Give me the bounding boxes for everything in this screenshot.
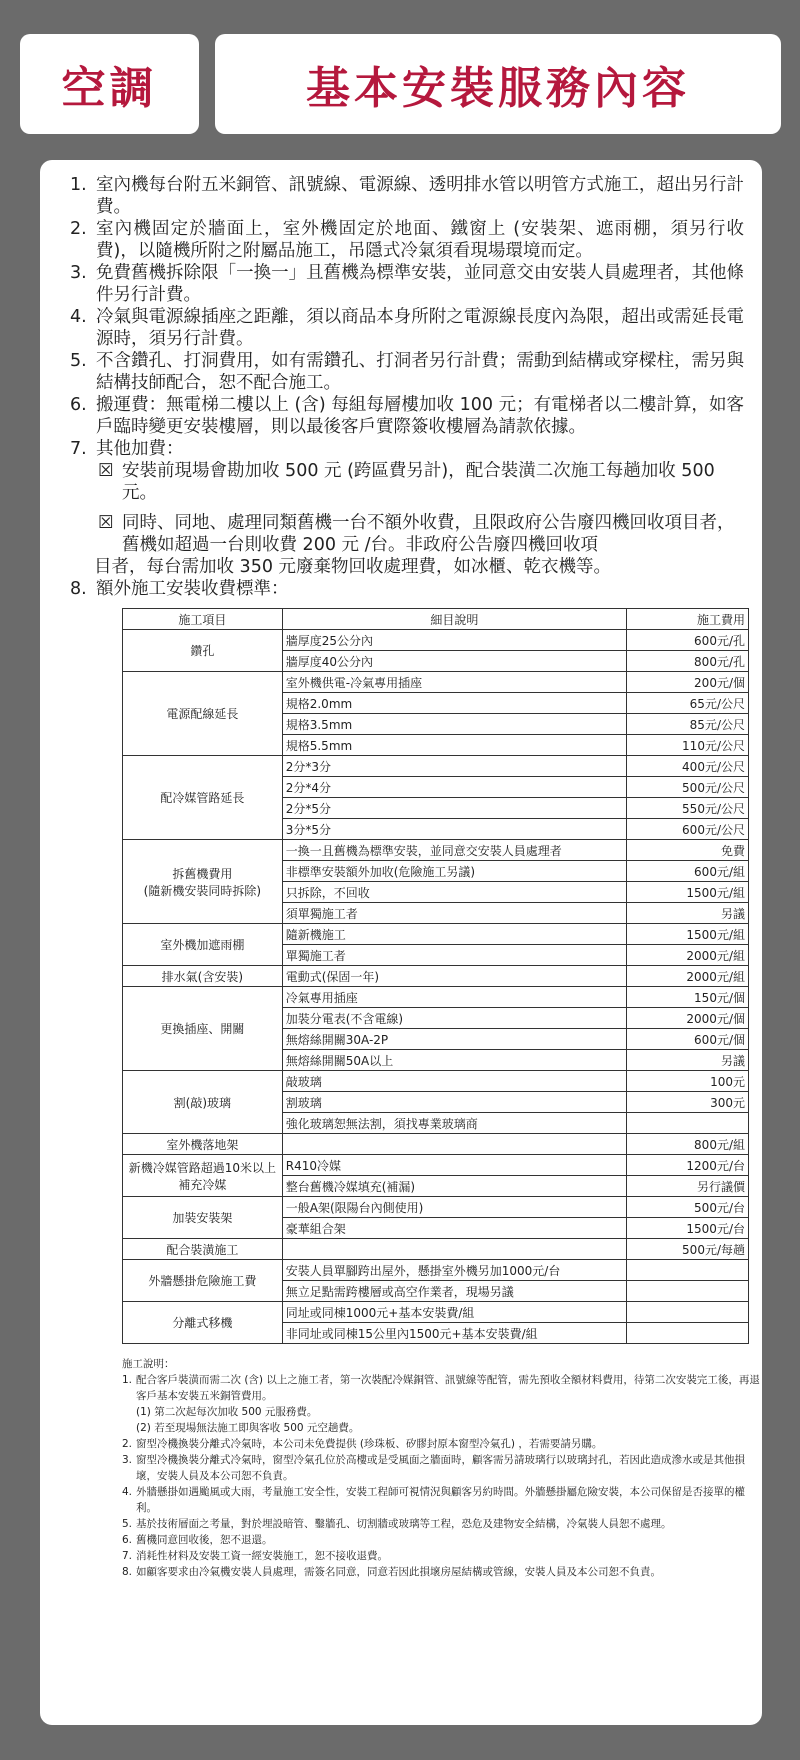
table-row [123,1134,749,1155]
note-number: 4. [122,1486,133,1498]
category-cell: 新機冷媒管路超過10米以上 補充冷媒 [123,1155,283,1197]
price-cell: 2000元/個 [627,1008,749,1029]
notes-list [122,1372,762,1580]
note-text: 舊機同意回收後，恕不退還。 [136,1534,273,1546]
price-cell: 100元 [627,1071,749,1092]
note-text: 消耗性材料及安裝工資一經安裝施工，恕不接收退費。 [136,1550,388,1562]
content-card [40,160,762,1725]
notes-section [122,1356,762,1580]
page-title: 基本安裝服務內容 [306,63,690,114]
price-cell: 1500元/組 [627,882,749,903]
detail-cell: 室外機供電-冷氣專用插座 [282,672,626,693]
note-text: (2) 若至現場無法施工即與客收 500 元空趟費。 [136,1422,360,1434]
note-number: 1. [122,1374,133,1386]
note-item [122,1404,762,1420]
category-cell: 電源配線延長 [123,672,283,756]
price-cell: 110元/公尺 [627,735,749,756]
price-cell: 另議 [627,903,749,924]
table-row [123,1071,749,1092]
price-cell: 免費 [627,840,749,861]
column-header: 細目說明 [282,609,626,630]
detail-cell: 無熔絲開關30A-2P [282,1029,626,1050]
detail-cell [282,1239,626,1260]
extra-fee-item [96,512,744,556]
detail-cell: 安裝人員單腳跨出屋外，懸掛室外機另加1000元/台 [282,1260,626,1281]
header-right-box [215,34,781,134]
note-text: 窗型冷機換裝分離式冷氣時，窗型冷氣孔位於高樓或是受風面之牆面時，顧客需另請玻璃行以玻璃封孔，若因此造成滲水或是其他損壞，安裝人員及本公司恕不負責。 [136,1454,745,1482]
price-cell: 1500元/組 [627,924,749,945]
price-cell: 800元/組 [627,1134,749,1155]
category-cell: 加裝安裝架 [123,1197,283,1239]
term-text: 冷氣與電源線插座之距離，須以商品本身所附之電源線長度內為限，超出或需延長電源時，須另行計費。 [96,307,744,349]
detail-cell: 單獨施工者 [282,945,626,966]
detail-cell: 規格2.0mm [282,693,626,714]
detail-cell: 非同址或同棟15公里內1500元+基本安裝費/組 [282,1323,626,1344]
price-cell: 400元/公尺 [627,756,749,777]
term-item: 2. 室內機固定於牆面上，室外機固定於地面、鐵窗上 (安裝架、遮雨棚，須另行收費)，以隨機所附之附屬品施工，吊隱式冷氣須看現場環境而定。 [70,219,744,261]
term-text: 室內機固定於牆面上，室外機固定於地面、鐵窗上 (安裝架、遮雨棚，須另行收費)，以隨機所附之附屬品施工，吊隱式冷氣須看現場環境而定。 [96,219,744,261]
category-cell: 排水氣(含安裝) [123,966,283,987]
header-left-box [20,34,199,134]
detail-cell: 隨新機施工 [282,924,626,945]
note-text: 外牆懸掛如遇颱風或大雨，考量施工安全性，安裝工程師可視情況與顧客另約時間。外牆懸掛屬危險安裝，本公司保留是否接單的權利。 [136,1486,745,1514]
note-item [122,1372,762,1404]
detail-cell: 加裝分電表(不含電線) [282,1008,626,1029]
detail-cell: 牆厚度25公分內 [282,630,626,651]
extra-fees [70,460,744,578]
note-item [122,1548,762,1564]
detail-cell: 2分*5分 [282,798,626,819]
table-row [123,840,749,861]
category-cell: 拆舊機費用 (隨新機安裝同時拆除) [123,840,283,924]
category-cell: 分離式移機 [123,1302,283,1344]
note-number: 6. [122,1534,133,1546]
price-cell: 550元/公尺 [627,798,749,819]
price-cell: 2000元/組 [627,945,749,966]
term-text: 搬運費：無電梯二樓以上 (含) 每組每層樓加收 100 元；有電梯者以二樓計算，如客戶臨時變更安裝樓層，則以最後客戶實際簽收樓層為請款依據。 [96,395,744,437]
table-row [123,987,749,1008]
detail-cell: 無熔絲開關50A以上 [282,1050,626,1071]
note-text: 配合客戶裝潢而需二次 (含) 以上之施工者，第一次裝配冷媒銅管、訊號線等配管，需先預收全額材料費用，待第二次安裝完工後，再退客戶基本安裝五米銅管費用。 [136,1374,760,1402]
extra-fee-item [96,460,744,504]
table-row [123,1302,749,1323]
header-left-title: 空調 [61,63,158,114]
detail-cell: 豪華組合架 [282,1218,626,1239]
term-item: 3. 免費舊機拆除限「一換一」且舊機為標準安裝，並同意交由安裝人員處理者，其他條件另行計費。 [70,263,744,305]
detail-cell: R410冷媒 [282,1155,626,1176]
term-text: 免費舊機拆除限「一換一」且舊機為標準安裝，並同意交由安裝人員處理者，其他條件另行計費。 [96,263,744,305]
detail-cell: 電動式(保固一年) [282,966,626,987]
price-cell: 85元/公尺 [627,714,749,735]
table-row [123,630,749,651]
extra-fee-text: 安裝前現場會勘加收 500 元 (跨區費另計)，配合裝潢二次施工每趟加收 500 元。 [122,461,715,503]
column-header: 施工費用 [627,609,749,630]
detail-cell: 須單獨施工者 [282,903,626,924]
note-text: 窗型冷機換裝分離式冷氣時，本公司未免費提供 (珍珠板、矽膠封原本窗型冷氣孔) ，若需要請另購。 [136,1438,603,1450]
price-cell: 2000元/組 [627,966,749,987]
category-cell: 室外機落地架 [123,1134,283,1155]
table-row [123,1155,749,1176]
note-number: 2. [122,1438,133,1450]
term-text: 其他加費： [96,439,184,459]
category-cell: 外牆懸掛危險施工費 [123,1260,283,1302]
category-cell: 割(敲)玻璃 [123,1071,283,1134]
note-text: 如顧客要求由冷氣機安裝人員處理，需簽名同意，同意若因此損壞房屋結構或管線，安裝人員及本公司恕不負責。 [136,1566,661,1578]
price-cell: 600元/組 [627,861,749,882]
note-item [122,1436,762,1452]
term-item: 4. 冷氣與電源線插座之距離，須以商品本身所附之電源線長度內為限，超出或需延長電源時，須另行計費。 [70,307,744,349]
price-cell [627,1323,749,1344]
table-header-row [123,609,749,630]
price-cell [627,1260,749,1281]
detail-cell: 規格5.5mm [282,735,626,756]
note-item [122,1564,762,1580]
table-row [123,1197,749,1218]
terms-list-8 [70,578,744,600]
note-number: 5. [122,1518,133,1530]
extra-fee-tail: 目者，每台需加收 350 元廢棄物回收處理費，如冰櫃、乾衣機等。 [94,557,612,577]
price-cell: 150元/個 [627,987,749,1008]
detail-cell: 只拆除，不回收 [282,882,626,903]
terms-list [70,174,744,460]
note-number [122,1404,136,1420]
category-cell: 室外機加遮雨棚 [123,924,283,966]
detail-cell: 強化玻璃恕無法割，須找專業玻璃商 [282,1113,626,1134]
term-item: 5. 不含鑽孔、打洞費用，如有需鑽孔、打洞者另行計費；需動到結構或穿樑柱，需另與結構技師配合，恕不配合施工。 [70,351,744,393]
detail-cell [282,1134,626,1155]
note-item [122,1532,762,1548]
table-row [123,1260,749,1281]
note-number: 8. [122,1566,133,1578]
detail-cell: 牆厚度40公分內 [282,651,626,672]
term-item: 8. 額外施工安裝收費標準： [70,578,744,600]
fee-table-body [123,630,749,1344]
fee-table [122,608,749,1344]
detail-cell: 無立足點需跨樓層或高空作業者，現場另議 [282,1281,626,1302]
note-item [122,1484,762,1516]
term-text: 額外施工安裝收費標準： [96,579,289,599]
note-text: 基於技術層面之考量，對於埋設暗管、鑿牆孔、切割牆或玻璃等工程，恐危及建物安全結構，冷氣裝人員恕不處理。 [136,1518,672,1530]
table-row [123,756,749,777]
checkbox-icon: ☒ [98,461,114,481]
note-item [122,1420,762,1436]
extra-fee-text: 同時、同地、處理同類舊機一台不額外收費，且限政府公告廢四機回收項目者，舊機如超過一台則收費 200 元 /台。非政府公告廢四機回收項 [122,513,735,555]
note-number: 3. [122,1454,133,1466]
notes-title: 施工說明： [122,1358,175,1370]
term-text: 室內機每台附五米銅管、訊號線、電源線、透明排水管以明管方式施工，超出另行計費。 [96,175,744,217]
detail-cell: 規格3.5mm [282,714,626,735]
detail-cell: 冷氣專用插座 [282,987,626,1008]
table-row [123,1239,749,1260]
detail-cell: 2分*4分 [282,777,626,798]
price-cell: 200元/個 [627,672,749,693]
price-cell: 1200元/台 [627,1155,749,1176]
term-text: 不含鑽孔、打洞費用，如有需鑽孔、打洞者另行計費；需動到結構或穿樑柱，需另與結構技師配合，恕不配合施工。 [96,351,744,393]
price-cell: 600元/個 [627,1029,749,1050]
note-text: (1) 第二次起每次加收 500 元服務費。 [136,1406,318,1418]
detail-cell: 割玻璃 [282,1092,626,1113]
detail-cell: 一般A架(限陽台內側使用) [282,1197,626,1218]
price-cell [627,1113,749,1134]
price-cell: 800元/孔 [627,651,749,672]
price-cell: 300元 [627,1092,749,1113]
category-cell: 鑽孔 [123,630,283,672]
price-cell [627,1302,749,1323]
category-cell: 配冷媒管路延長 [123,756,283,840]
price-cell: 另行議價 [627,1176,749,1197]
table-row [123,672,749,693]
price-cell: 500元/公尺 [627,777,749,798]
detail-cell: 3分*5分 [282,819,626,840]
checkbox-icon: ☒ [98,513,114,533]
price-cell: 600元/公尺 [627,819,749,840]
detail-cell: 2分*3分 [282,756,626,777]
table-row [123,966,749,987]
detail-cell: 一換一且舊機為標準安裝，並同意交安裝人員處理者 [282,840,626,861]
note-item [122,1452,762,1484]
term-item: 6. 搬運費：無電梯二樓以上 (含) 每組每層樓加收 100 元；有電梯者以二樓計算，如客戶臨時變更安裝樓層，則以最後客戶實際簽收樓層為請款依據。 [70,395,744,437]
detail-cell: 非標準安裝額外加收(危險施工另議) [282,861,626,882]
term-item: 7. 其他加費： [70,438,744,460]
note-item [122,1516,762,1532]
price-cell [627,1281,749,1302]
table-row [123,924,749,945]
price-cell: 另議 [627,1050,749,1071]
price-cell: 65元/公尺 [627,693,749,714]
column-header: 施工項目 [123,609,283,630]
price-cell: 1500元/台 [627,1218,749,1239]
category-cell: 配合裝潢施工 [123,1239,283,1260]
term-item: 1. 室內機每台附五米銅管、訊號線、電源線、透明排水管以明管方式施工，超出另行計費。 [70,175,744,217]
detail-cell: 同址或同棟1000元+基本安裝費/組 [282,1302,626,1323]
detail-cell: 敲玻璃 [282,1071,626,1092]
note-number [122,1420,136,1436]
detail-cell: 整台舊機冷媒填充(補漏) [282,1176,626,1197]
price-cell: 600元/孔 [627,630,749,651]
note-number: 7. [122,1550,133,1562]
category-cell: 更換插座、開關 [123,987,283,1071]
price-cell: 500元/台 [627,1197,749,1218]
price-cell: 500元/每趟 [627,1239,749,1260]
